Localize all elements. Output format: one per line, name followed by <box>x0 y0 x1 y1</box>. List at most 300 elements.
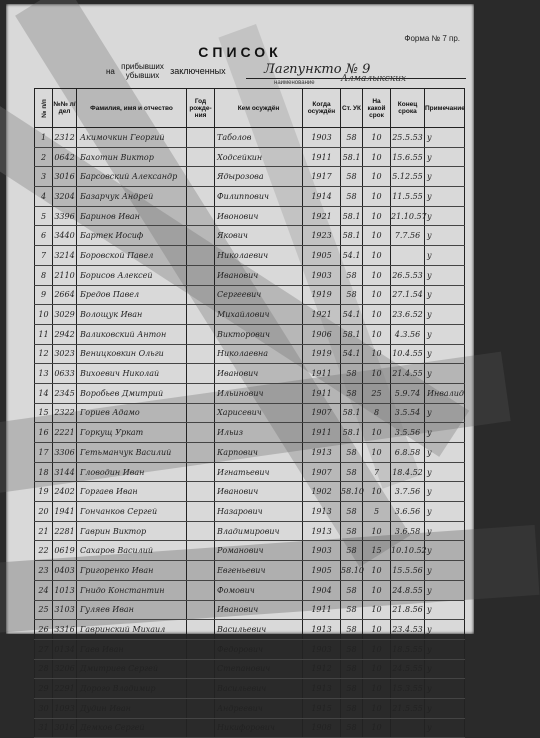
col-header: Когда осуждён <box>303 89 341 128</box>
full-name <box>77 147 187 167</box>
sentence-term: 10 <box>363 580 391 600</box>
first-name: Василий <box>117 546 153 556</box>
full-name <box>77 305 187 325</box>
criminal-article: 58 <box>341 620 363 640</box>
term-end: 3.5.56 <box>391 423 425 443</box>
birth-year <box>187 147 215 167</box>
file-number: 0633 <box>53 364 77 384</box>
birth-year <box>187 620 215 640</box>
sentence-term: 10 <box>363 364 391 384</box>
row-number: 29 <box>35 679 53 699</box>
birth-year <box>187 305 215 325</box>
surname: Баринов <box>80 211 116 221</box>
sentenced-by: Никифорович <box>215 718 303 738</box>
row-number: 18 <box>35 462 53 482</box>
surname: Гуляев <box>80 605 110 615</box>
sentenced-by: Васильевич <box>215 620 303 640</box>
sentenced-by: Игнатьевич <box>215 462 303 482</box>
note: у <box>425 147 465 167</box>
sentence-term: 7 <box>363 462 391 482</box>
criminal-article: 58 <box>341 462 363 482</box>
sentence-term: 10 <box>363 305 391 325</box>
file-number: 1013 <box>53 580 77 600</box>
first-name: Иван <box>109 703 131 713</box>
sentence-term: 10 <box>363 187 391 207</box>
sentenced-by: Иванович <box>215 600 303 620</box>
note: у <box>425 698 465 718</box>
first-name: Ольги <box>138 349 164 359</box>
first-name: Алексей <box>117 270 153 280</box>
file-number: 3204 <box>53 187 77 207</box>
birth-year <box>187 285 215 305</box>
file-number: 1941 <box>53 502 77 522</box>
surname: Горкущ <box>80 428 113 438</box>
sentence-date: 1923 <box>303 226 341 246</box>
term-end: 3.7.56 <box>391 482 425 502</box>
birth-year <box>187 580 215 600</box>
note: у <box>425 561 465 581</box>
sentence-term: 10 <box>363 285 391 305</box>
row-number: 17 <box>35 443 53 463</box>
surname: Волощук <box>80 310 119 320</box>
note: у <box>425 620 465 640</box>
sentence-term: 10 <box>363 443 391 463</box>
full-name <box>77 462 187 482</box>
sentence-date: 1911 <box>303 423 341 443</box>
criminal-article: 58 <box>341 639 363 659</box>
criminal-article: 54.1 <box>341 246 363 266</box>
term-end: 6.8.58 <box>391 443 425 463</box>
birth-year <box>187 561 215 581</box>
table-row <box>35 305 465 325</box>
sentence-date: 1907 <box>303 403 341 423</box>
birth-year <box>187 482 215 502</box>
birth-year <box>187 600 215 620</box>
sentence-term: 10 <box>363 128 391 148</box>
criminal-article: 58 <box>341 521 363 541</box>
criminal-article: 58 <box>341 698 363 718</box>
table-row <box>35 423 465 443</box>
table-row <box>35 285 465 305</box>
sentenced-by: Иванович <box>215 265 303 285</box>
term-end: 7.7.56 <box>391 226 425 246</box>
sentenced-by: Романович <box>215 541 303 561</box>
criminal-article: 58 <box>341 679 363 699</box>
file-number: 2664 <box>53 285 77 305</box>
criminal-article: 58 <box>341 580 363 600</box>
row-number: 14 <box>35 383 53 403</box>
sentenced-by: Федорович <box>215 639 303 659</box>
surname: Боровской <box>80 250 125 260</box>
row-number: 9 <box>35 285 53 305</box>
birth-year <box>187 324 215 344</box>
first-name: Иван <box>120 310 143 320</box>
criminal-article: 58 <box>341 285 363 305</box>
sentence-date: 1913 <box>303 620 341 640</box>
sentence-date: 1913 <box>303 443 341 463</box>
full-name <box>77 285 187 305</box>
surname: Вихоевич <box>80 369 120 379</box>
table-row <box>35 443 465 463</box>
sentence-term: 10 <box>363 246 391 266</box>
sentence-term: 10 <box>363 324 391 344</box>
surname: Дудин <box>80 703 107 713</box>
first-name: Иван <box>112 605 134 615</box>
full-name <box>77 187 187 207</box>
criminal-article: 58 <box>341 659 363 679</box>
sentenced-by: Фомович <box>215 580 303 600</box>
row-number: 19 <box>35 482 53 502</box>
first-name: Василий <box>135 447 172 457</box>
criminal-article: 58.1 <box>341 226 363 246</box>
surname: Гаврин <box>80 526 111 536</box>
table-row <box>35 462 465 482</box>
full-name <box>77 265 187 285</box>
row-number: 16 <box>35 423 53 443</box>
term-end: 5.9.74 <box>391 383 425 403</box>
row-number: 23 <box>35 561 53 581</box>
full-name <box>77 344 187 364</box>
file-number: 2312 <box>53 128 77 148</box>
file-number: 3214 <box>53 246 77 266</box>
file-number: 3144 <box>53 462 77 482</box>
prefix-label: на <box>106 66 115 76</box>
sentence-date: 1919 <box>303 285 341 305</box>
first-name: Иван <box>118 211 140 221</box>
note: у <box>425 364 465 384</box>
col-header: На какой срок <box>363 89 391 128</box>
camp-caption: наименование <box>274 80 315 86</box>
table-row <box>35 521 465 541</box>
first-name: Сергей <box>128 664 158 674</box>
sentence-term: 10 <box>363 679 391 699</box>
note: у <box>425 502 465 522</box>
sentence-term: 5 <box>363 502 391 522</box>
full-name <box>77 580 187 600</box>
surname: Дорого <box>80 684 111 694</box>
sentenced-by: Ильиз <box>215 423 303 443</box>
col-header: № п/п <box>35 89 53 128</box>
term-end: 18.4.52 <box>391 462 425 482</box>
file-number: 3016 <box>53 167 77 187</box>
row-number: 26 <box>35 620 53 640</box>
birth-year <box>187 167 215 187</box>
row-number: 31 <box>35 718 53 738</box>
full-name <box>77 718 187 738</box>
first-name: Уркат <box>115 428 144 438</box>
sentenced-by: Таболов <box>215 128 303 148</box>
sentence-date: 1921 <box>303 206 341 226</box>
criminal-article: 58 <box>341 128 363 148</box>
row-number: 4 <box>35 187 53 207</box>
file-number: 2291 <box>53 679 77 699</box>
table-row <box>35 698 465 718</box>
surname: Гавринский <box>80 625 130 635</box>
file-number: 3016 <box>53 718 77 738</box>
birth-year <box>187 462 215 482</box>
row-number: 30 <box>35 698 53 718</box>
term-end: 25.5.53 <box>391 128 425 148</box>
row-number: 1 <box>35 128 53 148</box>
surname: Демков <box>80 723 113 733</box>
note: у <box>425 423 465 443</box>
full-name <box>77 324 187 344</box>
first-name: Павел <box>127 250 154 260</box>
term-end: 18.5.55 <box>391 639 425 659</box>
row-number: 11 <box>35 324 53 344</box>
file-number: 0403 <box>53 561 77 581</box>
surname: Гаев <box>80 644 100 654</box>
note: у <box>425 462 465 482</box>
table-row <box>35 265 465 285</box>
surname: Бахотин <box>80 152 118 162</box>
file-number: 3103 <box>53 600 77 620</box>
row-number: 13 <box>35 364 53 384</box>
sentence-date: 1921 <box>303 305 341 325</box>
note: у <box>425 600 465 620</box>
birth-year <box>187 246 215 266</box>
sentence-term: 10 <box>363 698 391 718</box>
first-name: Антон <box>137 329 167 339</box>
surname: Гончанков <box>80 506 125 516</box>
row-number: 5 <box>35 206 53 226</box>
criminal-article: 58.10 <box>341 482 363 502</box>
sentenced-by: Викторович <box>215 324 303 344</box>
table-row <box>35 718 465 738</box>
term-end <box>391 246 425 266</box>
sentence-term: 25 <box>363 383 391 403</box>
surname: Гловодин <box>80 467 121 477</box>
col-header: Примечание <box>425 89 465 128</box>
sentence-term: 10 <box>363 206 391 226</box>
file-number: 2402 <box>53 482 77 502</box>
criminal-article: 58.10 <box>341 561 363 581</box>
sentence-date: 1903 <box>303 639 341 659</box>
surname: Дмитриев <box>80 664 126 674</box>
row-number: 8 <box>35 265 53 285</box>
sentenced-by: Филиппович <box>215 187 303 207</box>
criminal-article: 58 <box>341 600 363 620</box>
table-row <box>35 659 465 679</box>
sentence-term: 10 <box>363 423 391 443</box>
sentenced-by: Евгеньевич <box>215 561 303 581</box>
sentence-date: 1914 <box>303 187 341 207</box>
term-end: 3.6.56 <box>391 502 425 522</box>
file-number: 2322 <box>53 403 77 423</box>
full-name <box>77 639 187 659</box>
table-row <box>35 324 465 344</box>
sentence-date: 1913 <box>303 679 341 699</box>
sentenced-by: Николаевич <box>215 246 303 266</box>
criminal-article: 54.1 <box>341 344 363 364</box>
row-number: 2 <box>35 147 53 167</box>
row-number: 7 <box>35 246 53 266</box>
row-number: 25 <box>35 600 53 620</box>
sentence-date: 1911 <box>303 383 341 403</box>
birth-year <box>187 187 215 207</box>
birth-year <box>187 206 215 226</box>
full-name <box>77 443 187 463</box>
note: у <box>425 482 465 502</box>
first-name: Константин <box>108 585 165 595</box>
table-row <box>35 541 465 561</box>
first-name: Николай <box>122 369 160 379</box>
prisoner-table <box>34 88 465 738</box>
table-row <box>35 383 465 403</box>
first-name: Александр <box>131 172 178 182</box>
sentence-date: 1903 <box>303 265 341 285</box>
term-end: 23.4.53 <box>391 620 425 640</box>
term-end: 27.1.54 <box>391 285 425 305</box>
full-name <box>77 659 187 679</box>
term-end: 15.6.55 <box>391 147 425 167</box>
full-name <box>77 246 187 266</box>
surname: Базарчук <box>80 191 120 201</box>
first-name: Владимир <box>112 684 156 694</box>
sentence-date: 1908 <box>303 718 341 738</box>
criminal-article: 58 <box>341 383 363 403</box>
row-number: 22 <box>35 541 53 561</box>
sentenced-by: Карпович <box>215 443 303 463</box>
term-end: 15.3.55 <box>391 679 425 699</box>
sentence-date: 1903 <box>303 541 341 561</box>
sentenced-by: Андреевич <box>215 698 303 718</box>
term-end: 4.3.56 <box>391 324 425 344</box>
criminal-article: 58 <box>341 718 363 738</box>
criminal-article: 54.1 <box>341 305 363 325</box>
full-name <box>77 679 187 699</box>
row-number: 15 <box>35 403 53 423</box>
file-number: 2281 <box>53 521 77 541</box>
term-end: 11.5.55 <box>391 187 425 207</box>
criminal-article: 58 <box>341 443 363 463</box>
term-end: 21.8.56 <box>391 600 425 620</box>
surname: Веницковкин <box>80 349 137 359</box>
sentence-date: 1913 <box>303 502 341 522</box>
sentenced-by: Харисевич <box>215 403 303 423</box>
criminal-article: 58.1 <box>341 147 363 167</box>
sentence-date: 1904 <box>303 580 341 600</box>
sentence-term: 10 <box>363 167 391 187</box>
first-name: Иван <box>115 487 138 497</box>
criminal-article: 58.1 <box>341 206 363 226</box>
first-name: Адамо <box>112 408 140 418</box>
first-name: Павел <box>112 290 140 300</box>
camp-note: Алмалыкских <box>341 74 407 84</box>
full-name <box>77 502 187 522</box>
note: у <box>425 344 465 364</box>
sentence-term: 8 <box>363 403 391 423</box>
note: у <box>425 580 465 600</box>
sentence-date: 1919 <box>303 344 341 364</box>
file-number: 3396 <box>53 206 77 226</box>
surname: Григоренко <box>80 565 130 575</box>
sentence-date: 1911 <box>303 364 341 384</box>
subject-label: заключенных <box>170 65 226 76</box>
term-end: 21.4.55 <box>391 364 425 384</box>
arrival-departure-options <box>121 62 164 80</box>
birth-year <box>187 502 215 522</box>
file-number: 3023 <box>53 344 77 364</box>
note: у <box>425 541 465 561</box>
sentence-date: 1913 <box>303 521 341 541</box>
col-header: Ст. УК <box>341 89 363 128</box>
surname: Борисов <box>80 270 115 280</box>
birth-year <box>187 639 215 659</box>
col-header: Фамилия, имя и отчество <box>77 89 187 128</box>
col-header: №№ л/дел <box>53 89 77 128</box>
criminal-article: 58 <box>341 541 363 561</box>
birth-year <box>187 659 215 679</box>
file-number: 1093 <box>53 698 77 718</box>
birth-year <box>187 541 215 561</box>
file-number: 3029 <box>53 305 77 325</box>
first-name: Иван <box>122 467 145 477</box>
sentence-date: 1911 <box>303 147 341 167</box>
sentence-date: 1905 <box>303 561 341 581</box>
sentence-term: 10 <box>363 265 391 285</box>
file-number: 2221 <box>53 423 77 443</box>
table-row <box>35 344 465 364</box>
surname: Валиковский <box>80 329 135 339</box>
birth-year <box>187 226 215 246</box>
sentenced-by: Сергеевич <box>215 285 303 305</box>
table-header-row <box>35 89 465 128</box>
criminal-article: 58 <box>341 187 363 207</box>
sentence-term: 10 <box>363 718 391 738</box>
full-name <box>77 423 187 443</box>
sentenced-by: Иванович <box>215 364 303 384</box>
row-number: 10 <box>35 305 53 325</box>
sentence-date: 1911 <box>303 600 341 620</box>
file-number: 2110 <box>53 265 77 285</box>
sentence-term: 10 <box>363 639 391 659</box>
table-row <box>35 639 465 659</box>
birth-year <box>187 718 215 738</box>
birth-year <box>187 364 215 384</box>
birth-year <box>187 403 215 423</box>
first-name: Иосиф <box>115 231 144 241</box>
surname: Барсовский <box>80 172 130 182</box>
document-title: СПИСОК <box>198 44 282 60</box>
camp-handwritten: Лагпункто № 9 <box>264 62 371 77</box>
sentence-term: 10 <box>363 561 391 581</box>
term-end: 3.6.58 <box>391 521 425 541</box>
birth-year <box>187 423 215 443</box>
table-row <box>35 600 465 620</box>
birth-year <box>187 383 215 403</box>
note: у <box>425 443 465 463</box>
sentenced-by: Якович <box>215 226 303 246</box>
note: у <box>425 403 465 423</box>
document-sheet <box>6 4 474 733</box>
surname: Гнидо <box>80 585 106 595</box>
row-number: 21 <box>35 521 53 541</box>
surname: Акимочкин <box>80 132 128 142</box>
first-name: Андрей <box>121 191 154 201</box>
sentence-term: 15 <box>363 541 391 561</box>
term-end: 3.5.54 <box>391 403 425 423</box>
table-row <box>35 561 465 581</box>
full-name <box>77 541 187 561</box>
full-name <box>77 206 187 226</box>
sentence-term: 10 <box>363 226 391 246</box>
note: у <box>425 128 465 148</box>
row-number: 12 <box>35 344 53 364</box>
note: у <box>425 285 465 305</box>
table-row <box>35 403 465 423</box>
note: у <box>425 265 465 285</box>
